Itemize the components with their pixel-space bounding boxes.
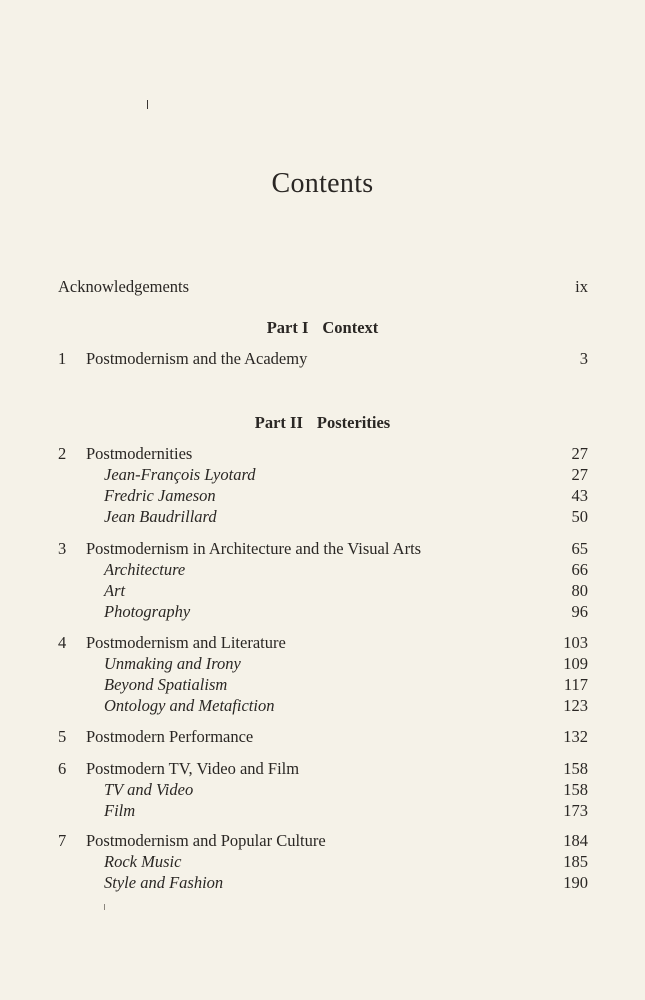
toc-chapter [58,632,588,653]
part-title: Posterities [316,413,391,432]
chapter-title: Postmodernism and Literature [86,633,286,652]
toc-page-number: 117 [563,675,588,694]
toc-section [58,695,588,716]
section-title: Ontology and Metafiction [104,696,275,715]
chapter-number: 1 [58,349,67,368]
section-title: Style and Fashion [104,873,224,892]
chapter-number: 3 [58,539,67,558]
toc-chapter [58,538,588,559]
chapter-number: 5 [58,727,67,746]
part-title: Context [322,318,379,337]
toc-page-number: 3 [579,349,588,368]
chapter-number: 2 [58,444,67,463]
chapter-title: Postmodern Performance [86,727,254,746]
toc-page-number: ix [575,277,588,296]
section-title: Photography [104,602,191,621]
section-title: Art [104,581,126,600]
chapter-title: Postmodernism and Popular Culture [86,831,326,850]
toc-section [58,851,588,872]
section-title: Unmaking and Irony [104,654,241,673]
toc-page-number: 66 [571,560,588,579]
toc-page-number: 158 [563,759,588,778]
toc-page-number: 173 [563,801,588,820]
chapter-title: Postmodern TV, Video and Film [86,759,300,778]
part-heading [0,412,645,433]
toc-page-number: 43 [571,486,588,505]
toc-page-number: 27 [571,444,588,463]
toc-page-number: 184 [563,831,588,850]
section-title: Jean Baudrillard [104,507,217,526]
toc-section [58,559,588,580]
toc-page-number: 80 [571,581,588,600]
chapter-title: Postmodernism and the Academy [86,349,308,368]
toc-entry-title: Acknowledgements [58,277,190,296]
chapter-title: Postmodernism in Architecture and the Visual Arts [86,539,422,558]
chapter-number: 7 [58,831,67,850]
toc-section [58,653,588,674]
section-title: Rock Music [104,852,182,871]
toc-section [58,800,588,821]
toc-acknowledgements [58,276,588,297]
chapter-title: Postmodernities [86,444,193,463]
toc-page-number: 123 [563,696,588,715]
toc-page-number: 109 [563,654,588,673]
toc-page-number: 27 [571,465,588,484]
page-title: Contents [271,168,374,199]
toc-chapter [58,726,588,747]
section-title: Film [104,801,136,820]
section-title: Jean-François Lyotard [104,465,256,484]
toc-section [58,872,588,893]
section-title: TV and Video [104,780,194,799]
toc-section [58,506,588,527]
section-title: Architecture [104,560,186,579]
toc-section [58,580,588,601]
toc-section [58,601,588,622]
chapter-number: 6 [58,759,67,778]
part-label: Part I [266,318,309,337]
toc-chapter [58,758,588,779]
toc-chapter [58,830,588,851]
toc-page-number: 50 [571,507,588,526]
toc-chapter [58,443,588,464]
chapter-number: 4 [58,633,67,652]
toc-page-number: 65 [571,539,588,558]
toc-page-number: 190 [563,873,588,892]
toc-section [58,674,588,695]
section-title: Fredric Jameson [104,486,216,505]
toc-page-number: 158 [563,780,588,799]
toc-chapter [58,348,588,369]
ink-mark [147,100,148,109]
toc-section [58,485,588,506]
section-title: Beyond Spatialism [104,675,228,694]
toc-page-number: 185 [563,852,588,871]
toc-section [58,779,588,800]
toc-page-number: 103 [563,633,588,652]
toc-page-number: 96 [571,602,588,621]
part-label: Part II [254,413,303,432]
toc-page-number: 132 [563,727,588,746]
ink-mark [104,904,105,910]
part-heading [0,317,645,338]
toc-section [58,464,588,485]
